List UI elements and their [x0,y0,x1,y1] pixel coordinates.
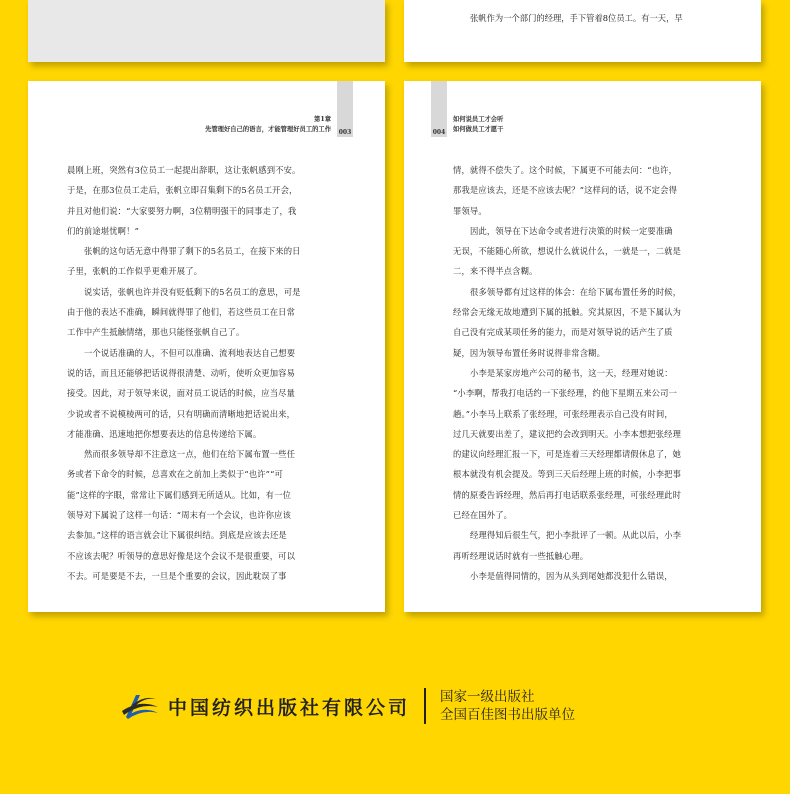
publisher-tags [440,688,575,724]
text-line: 才能准确、迅速地把你想要表达的信息传递给下属。 [67,428,262,439]
text-line: 小李是某家房地产公司的秘书，这一天，经理对她说： [470,367,673,378]
text-line: 一个说话准确的人，不但可以准确、流利地表达自己想要 [84,347,296,358]
text-line: 那我是应该去，还是不应该去呢？”这样问的话，说不定会得 [453,185,678,196]
text-line: 子里，张帆的工作似乎更难开展了。 [67,266,203,277]
text-line: 根本就没有机会提及。等到三天后经理上班的时候，小李把事 [453,469,682,480]
text-line: “小李啊，帮我打电话约一下张经理，约他下星期五来公司一 [453,388,678,399]
chapter-title: 先管理好自己的语言，才能管理好员工的工作 [205,126,331,133]
previous-page-right [404,0,761,62]
page-tab [431,81,447,137]
book-title-line1: 如何说员工才会听 [453,116,504,123]
running-header [205,115,331,135]
text-line: 由于他的表达不准确，瞬间就得罪了他们，若这些员工在日常 [67,307,296,318]
publisher-name: 中国纺织出版社有限公司 [168,696,411,719]
book-page-003 [28,81,385,612]
text-line: 因此，领导在下达命令或者进行决策的时候一定要准确 [470,225,673,236]
text-line: 经理得知后很生气，把小李批评了一顿。从此以后，小李 [470,530,682,541]
text-line: 张帆的这句话无意中得罪了剩下的5名员工，在接下来的日 [84,246,301,257]
text-line: 疑，因为领导布置任务时说得非常含糊。 [453,347,606,358]
text-line: 说的话，而且还能够把话说得很清楚、动听，使听众更加容易 [67,367,296,378]
previous-page-text [453,0,733,28]
text-line: 过几天就要出差了，建议把约会改到明天。小李本想把张经理 [453,428,682,439]
text-line: 趟。”小李马上联系了张经理，可张经理表示自己没有时间， [453,408,673,419]
book-title-line2: 如何做员工才愿干 [453,126,504,133]
book-page-004 [404,81,761,612]
page-tab [337,81,353,137]
text-line: 很多领导都有过这样的体会：在给下属布置任务的时候， [470,286,682,297]
page-body [67,160,357,586]
text-line: 自己没有完成某项任务的能力，而是对领导说的话产生了质 [453,327,673,338]
text-line: 不应该去呢？听领导的意思好像是这个会议不是很重要，可以 [67,550,296,561]
text-line: 务或者下命令的时候，总喜欢在之前加上类似于“也许”“可 [67,469,283,480]
text-line: 们的前途堪忧啊！” [67,225,139,236]
text-line: 说实话，张帆也许并没有贬低剩下的5名员工的意思，可是 [84,286,301,297]
text-line: 去参加。”这样的语言就会让下属很纠结。到底是应该去还是 [67,530,287,541]
text-line: 少说或者不说模棱两可的话，只有明确而清晰地把话说出来， [67,408,296,419]
text-line: 晨刚上班，突然有3位员工一起提出辞职，这让张帆感到不安。 [67,165,301,175]
text-line: 罪领导。 [453,205,487,216]
page-number: 003 [338,129,352,136]
text-line: 领导对下属说了这样一句话：“周末有一个会议，也许你应该 [67,510,292,521]
text-line: 于是，在那3位员工走后，张帆立即召集剩下的5名员工开会， [67,185,298,196]
text-line: 接受。因此，对于领导来说，面对员工说话的时候，应当尽量 [67,388,296,399]
text-line: 张帆作为一个部门的经理，手下管着8位员工。有一天，早 [470,13,683,23]
text-line: 的建议向经理汇报一下，可是连着三天经理都请假休息了，她 [453,449,682,460]
chapter-label: 第1章 [314,116,331,123]
text-line: 不去。可是要是不去，一旦是个重要的会议，因此耽误了事 [67,570,287,581]
page-number: 004 [432,129,446,136]
text-line: 然而很多领导却不注意这一点，他们在给下属布置一些任 [84,449,296,460]
publisher-tag: 全国百佳图书出版单位 [440,707,576,723]
text-line: 并且对他们说：“大家要努力啊，3位精明强干的同事走了，我 [67,205,297,216]
text-line: 能”这样的字眼，常常让下属们感到无所适从。比如，有一位 [67,489,292,500]
text-line: 二，来不得半点含糊。 [453,266,538,277]
publisher-tag: 国家一级出版社 [440,689,535,705]
divider [424,688,426,724]
text-line: 经常会无缘无故地遭到下属的抵触。究其原因，不是下属认为 [453,307,682,318]
publisher-footer [122,688,575,724]
previous-page-left [28,0,385,62]
text-line: 再听经理说话时就有一些抵触心理。 [453,550,589,561]
running-header [453,115,503,135]
text-line: 小李是值得同情的，因为从头到尾她都没犯什么错误， [470,570,673,581]
text-line: 已经在国外了。 [453,510,513,521]
text-line: 工作中产生抵触情绪，那也只能怪张帆自己了。 [67,327,245,338]
text-line: 无误，不能随心所欲，想说什么就说什么，一就是一，二就是 [453,246,682,257]
text-line: 情的原委告诉经理，然后再打电话联系张经理，可张经理此时 [453,489,682,500]
page-body [453,160,723,586]
text-line: 情，就得不偿失了。这个时候，下属更不可能去问：“也许， [453,165,678,175]
publisher-logo-icon [122,691,158,721]
